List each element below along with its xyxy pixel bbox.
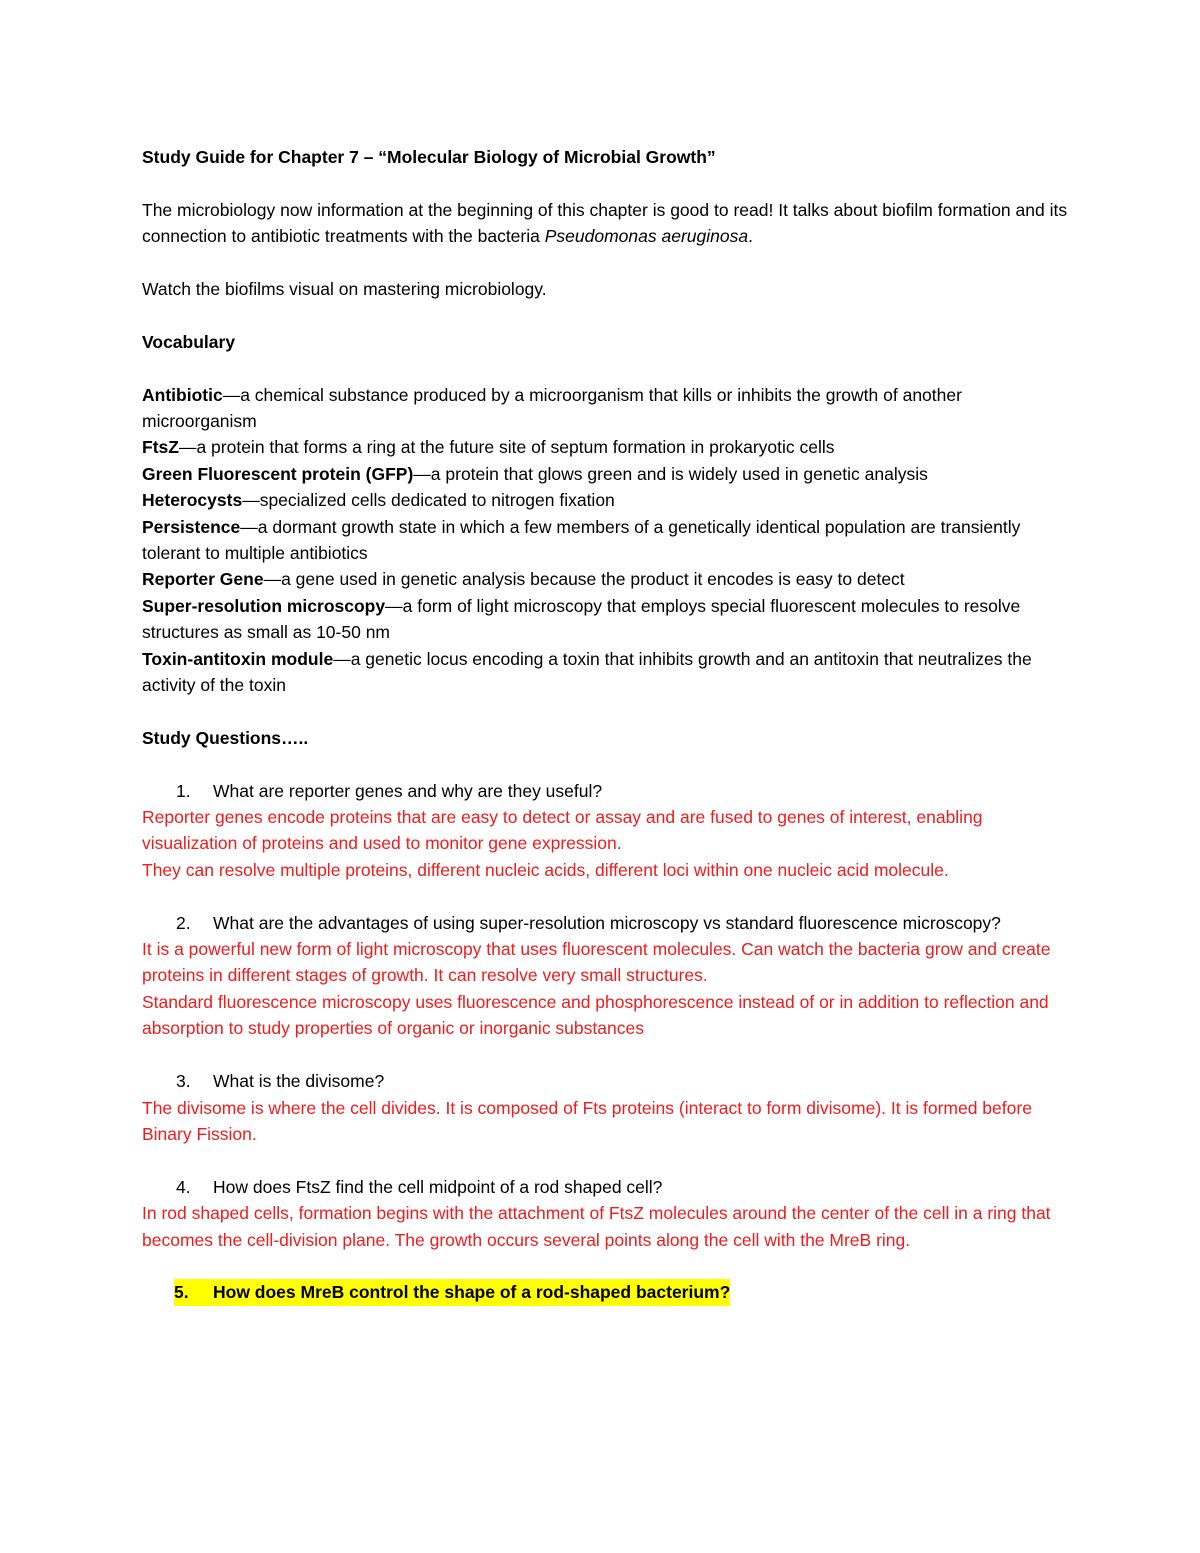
intro-end: . [748,226,753,247]
document-page [142,144,1072,1306]
vocab-definition: —a dormant growth state in which a few members of a genetically identical population are transiently tolerant to multiple antibiotics [142,516,1021,564]
study-questions-heading: Study Questions….. [142,727,309,748]
vocab-item-gfp [142,461,1072,487]
question-block-3 [142,1068,1072,1147]
answer-text: The divisome is where the cell divides. It is composed of Fts proteins (interact to form divisome). It is formed before Binary Fission. [142,1097,1032,1144]
species-name: Pseudomonas aeruginosa [544,226,749,247]
answer-text: In rod shaped cells, formation begins with the attachment of FtsZ molecules around the center of the cell in a ring that becomes the cell-division plane. The growth occurs several points along the cell with the MreB ring. [142,1203,1051,1250]
question-label: How does MreB control the shape of a rod-shaped bacterium? [213,1282,731,1303]
answer-text: Reporter genes encode proteins that are easy to detect or assay and are fused to genes of interest, enabling visualization of proteins and used to monitor gene expression. [142,807,983,854]
vocabulary-list [142,382,1072,699]
answer-text: It is a powerful new form of light microscopy that uses fluorescent molecules. Can watch the bacteria grow and create proteins in different stages of growth. It can resolve very small structures. [142,939,1051,986]
question-block-5 [142,1279,1072,1305]
question-number: 4. [176,1176,191,1197]
question-text [142,778,1072,804]
document-title: Study Guide for Chapter 7 – “Molecular Biology of Microbial Growth” [142,147,716,167]
question-label: How does FtsZ find the cell midpoint of a rod shaped cell? [213,1176,663,1197]
vocab-definition: —a protein that forms a ring at the future site of septum formation in prokaryotic cells [178,437,835,458]
vocab-definition: —specialized cells dedicated to nitrogen fixation [242,490,615,511]
answer-text: They can resolve multiple proteins, different nucleic acids, different loci within one nucleic acid molecule. [142,859,949,880]
vocab-definition: —a gene used in genetic analysis because the product it encodes is easy to detect [263,569,905,590]
vocab-item-toxin-antitoxin [142,646,1072,699]
intro-paragraph [142,197,1072,250]
question-number: 2. [176,912,191,933]
vocab-definition: —a protein that glows green and is widely used in genetic analysis [413,463,928,484]
vocab-term: Antibiotic [142,384,223,405]
vocab-item-heterocysts [142,487,1072,513]
watch-note: Watch the biofilms visual on mastering microbiology. [142,279,547,299]
vocab-definition: —a form of light microscopy that employs special fluorescent molecules to resolve structures as small as 10-50 nm [142,595,1021,643]
question-label: What are reporter genes and why are they useful? [213,780,603,801]
question-label: What are the advantages of using super-resolution microscopy vs standard fluorescence microscopy? [213,912,1001,933]
vocab-item-ftsz [142,434,1072,460]
question-block-1 [142,778,1072,884]
intro-text: The microbiology now information at the beginning of this chapter is good to read! It talks about biofilm formation and its connection to antibiotic treatments with the bacteria [142,199,1068,247]
vocab-item-antibiotic [142,382,1072,435]
question-label: What is the divisome? [213,1071,385,1092]
question-text [142,1174,1072,1200]
vocab-term: Heterocysts [142,490,243,511]
vocab-term: FtsZ [142,437,179,458]
vocab-term: Toxin-antitoxin module [142,648,334,669]
question-text [142,1068,1072,1094]
highlighted-question [174,1279,730,1305]
vocab-term: Reporter Gene [142,569,264,590]
vocab-item-persistence [142,514,1072,567]
answer-text: Standard fluorescence microscopy uses fluorescence and phosphorescence instead of or in addition to reflection and absorption to study properties of organic or inorganic substances [142,991,1049,1039]
vocab-term: Green Fluorescent protein (GFP) [142,463,414,484]
vocab-term: Persistence [142,516,241,537]
question-number: 3. [176,1071,191,1092]
vocab-definition: —a chemical substance produced by a microorganism that kills or inhibits the growth of another microorganism [142,384,962,431]
question-text [142,910,1072,936]
vocab-definition: —a genetic locus encoding a toxin that inhibits growth and an antitoxin that neutralizes the activity of the toxin [142,648,1032,696]
question-number: 5. [174,1282,189,1303]
vocabulary-heading: Vocabulary [142,331,236,352]
question-block-2 [142,910,1072,1042]
vocab-item-reporter-gene [142,566,1072,592]
question-block-4 [142,1174,1072,1253]
question-number: 1. [176,780,191,801]
vocab-item-super-resolution [142,593,1072,646]
vocab-term: Super-resolution microscopy [142,595,386,616]
